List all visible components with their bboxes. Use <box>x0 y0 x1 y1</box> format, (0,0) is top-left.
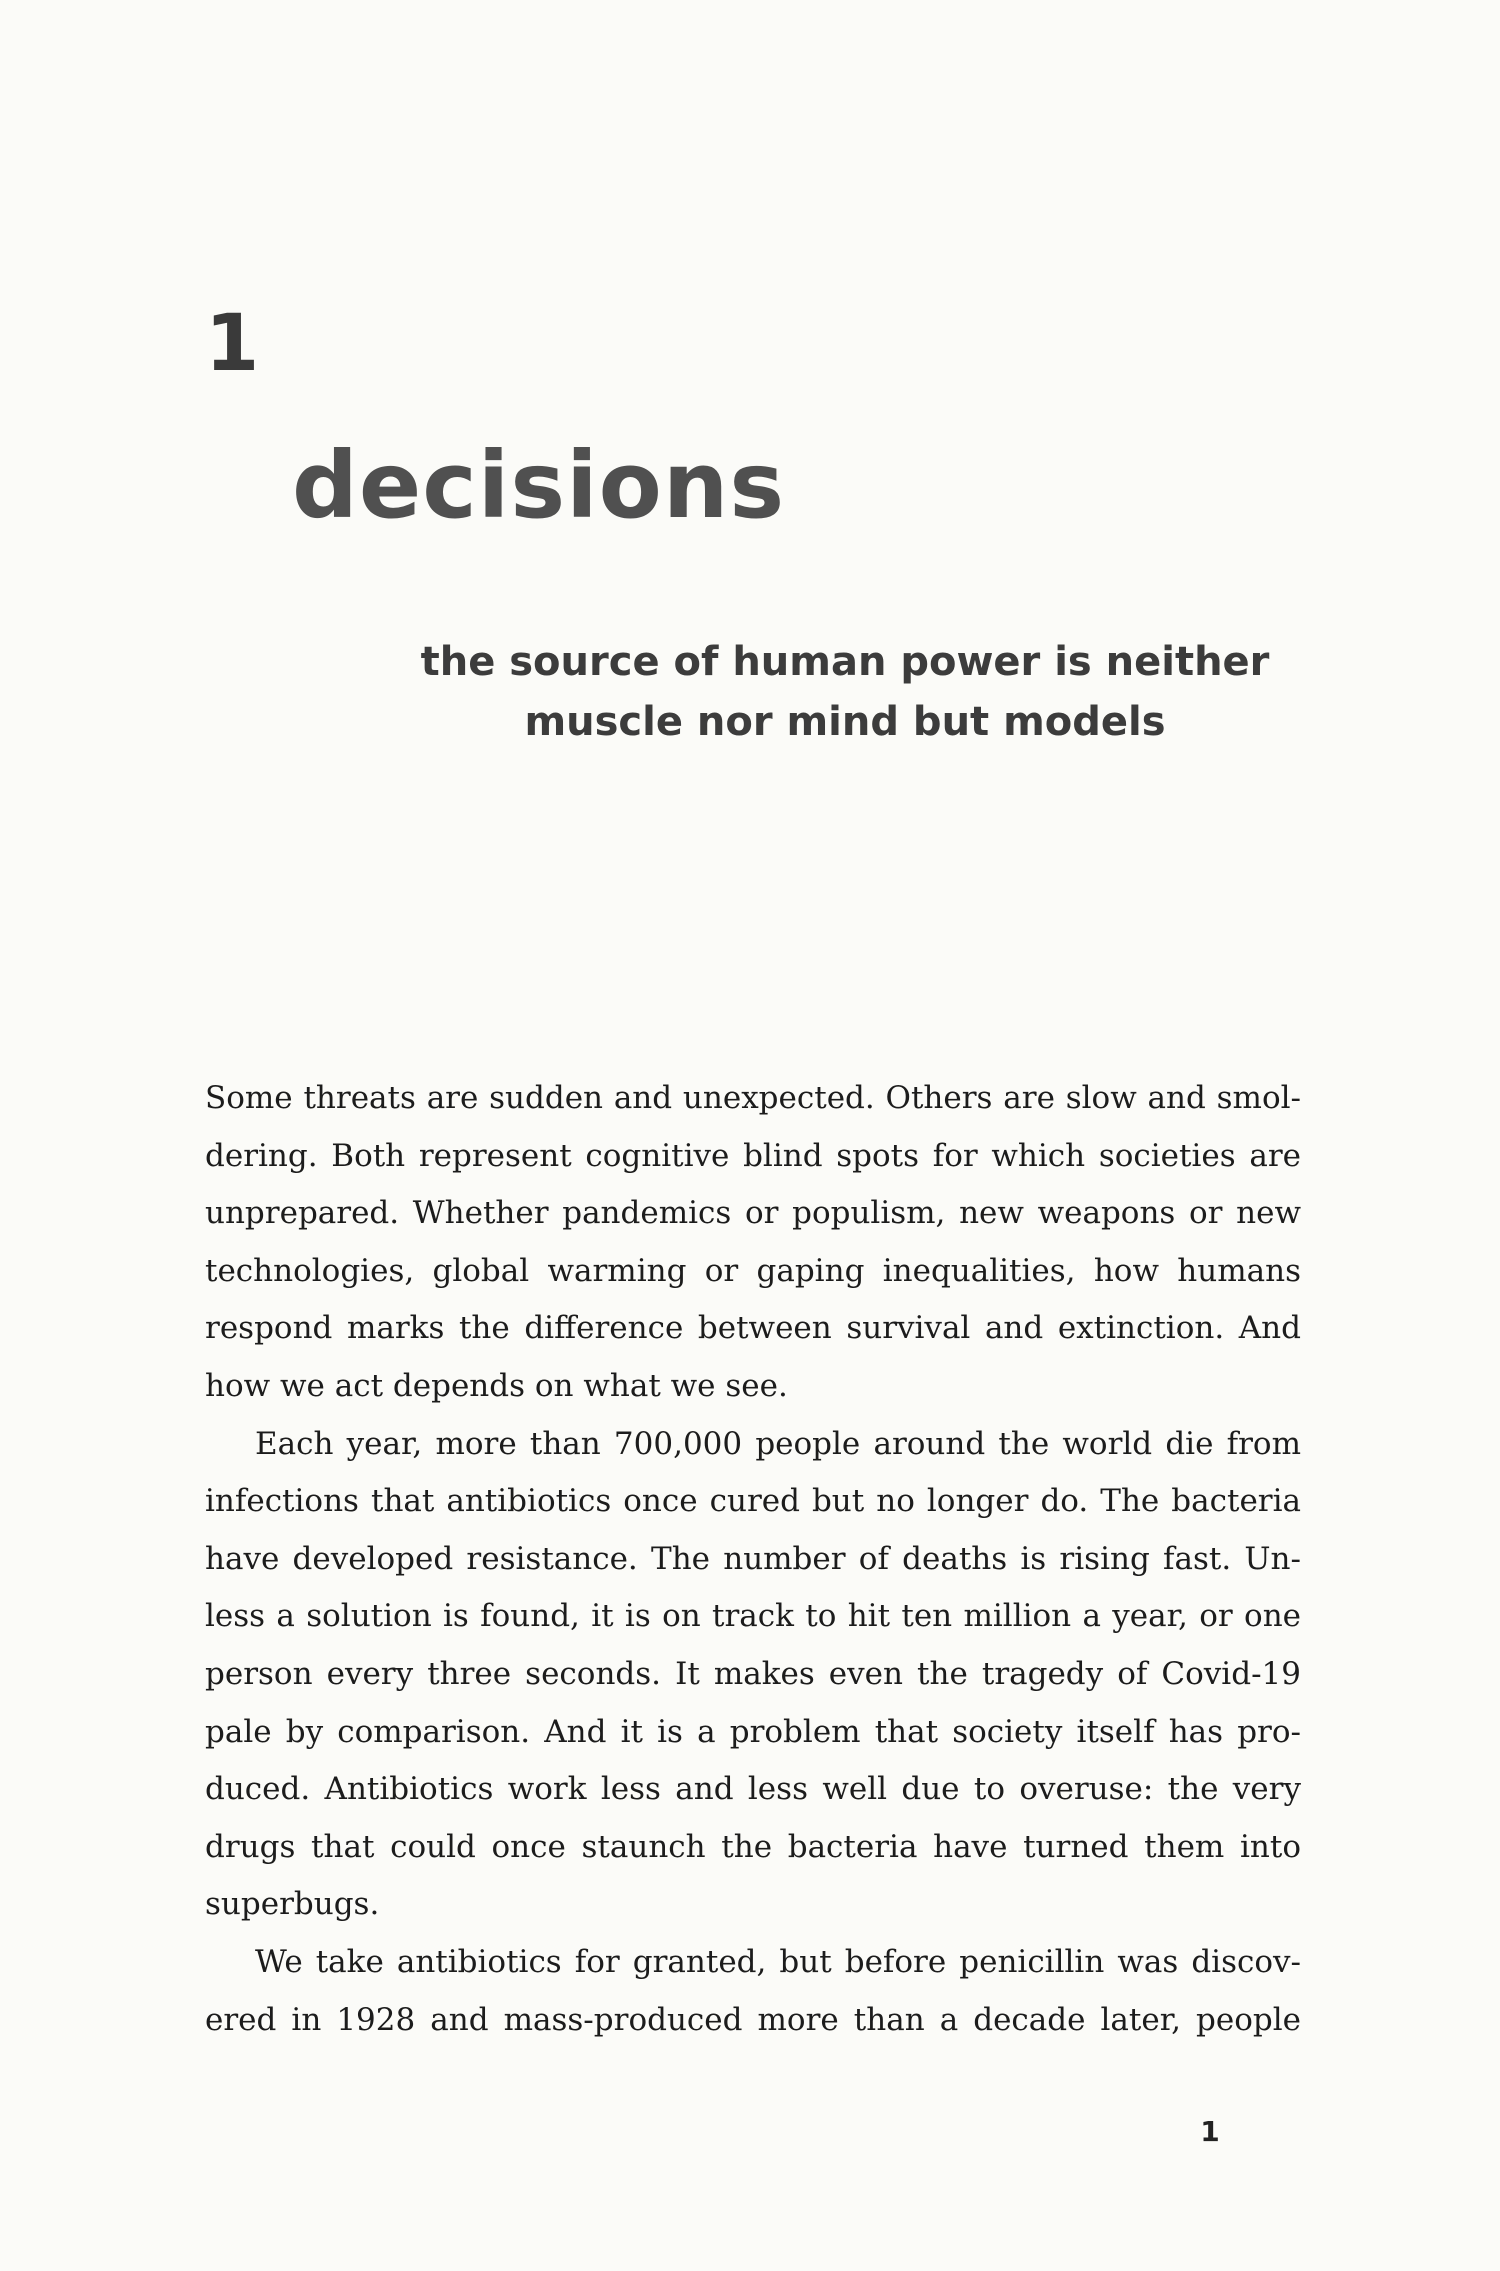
body-line: Some threats are sudden and unexpected. Others are slow and smol- <box>205 1080 1301 1116</box>
body-line: less a solution is found, it is on track to hit ten million a year, or one <box>205 1598 1301 1635</box>
body-line: technologies, global warming or gaping inequalities, how humans <box>205 1252 1301 1289</box>
page-number: 1 <box>1200 2115 1220 2148</box>
body-text <box>205 1070 1301 2049</box>
body-line: superbugs. <box>205 1886 380 1923</box>
body-line: We take antibiotics for granted, but before penicillin was discov- <box>255 1943 1301 1980</box>
body-line: duced. Antibiotics work less and less well due to overuse: the very <box>205 1771 1301 1808</box>
body-line: Each year, more than 700,000 people around the world die from <box>255 1425 1301 1462</box>
body-line: pale by comparison. And it is a problem that society itself has pro- <box>205 1713 1301 1750</box>
body-line: have developed resistance. The number of deaths is rising fast. Un- <box>205 1540 1301 1577</box>
body-line: dering. Both represent cognitive blind spots for which societies are <box>205 1137 1301 1174</box>
epigraph-line: the source of human power is neither <box>420 639 1270 685</box>
chapter-title: decisions <box>292 432 786 539</box>
body-line: infections that antibiotics once cured but no longer do. The bacteria <box>205 1483 1301 1520</box>
chapter-number: 1 <box>205 299 260 389</box>
epigraph-line: muscle nor mind but models <box>524 699 1166 745</box>
body-line: person every three seconds. It makes even the tragedy of Covid-19 <box>205 1655 1301 1692</box>
body-line: respond marks the difference between survival and extinction. And <box>205 1310 1301 1347</box>
body-line: unprepared. Whether pandemics or populism, new weapons or new <box>205 1195 1301 1232</box>
chapter-epigraph <box>400 632 1290 752</box>
body-line: how we act depends on what we see. <box>205 1367 788 1404</box>
body-line: drugs that could once staunch the bacteria have turned them into <box>205 1828 1301 1865</box>
body-line: ered in 1928 and mass-produced more than a decade later, people <box>205 2001 1301 2038</box>
